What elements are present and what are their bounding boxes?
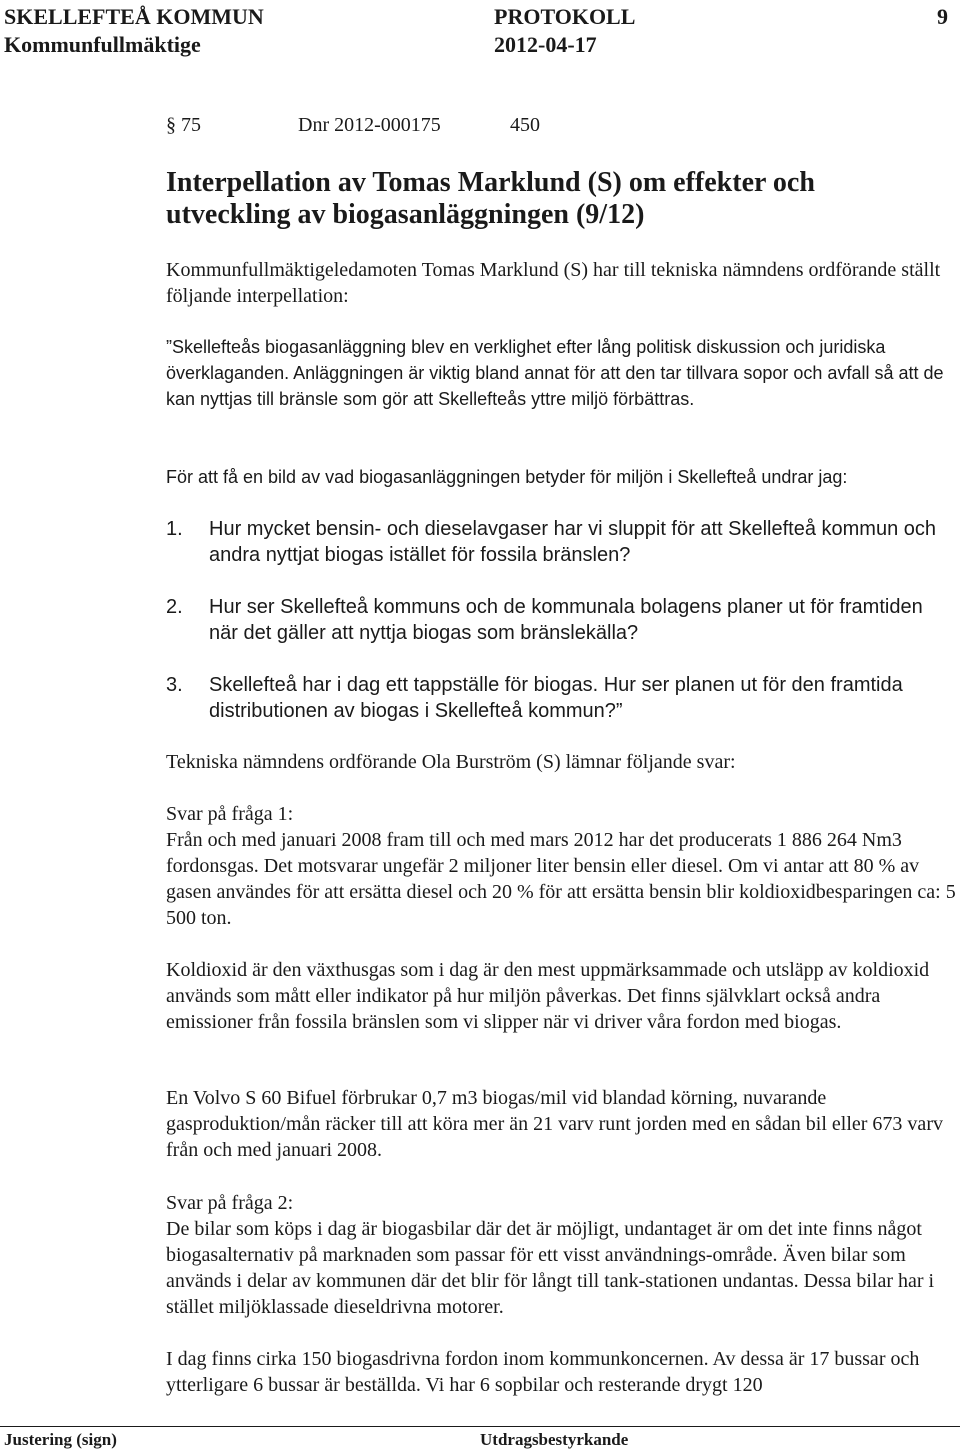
page-number: 9 xyxy=(937,4,948,29)
answer-1-heading: Svar på fråga 1: xyxy=(166,803,294,825)
interpellation-paragraph-1: ”Skellefteås biogasanläggning blev en verklighet efter lång politisk diskussion och juridiska överklaganden. Anläggningen är viktig bland annat för att den tar tillvara sopor och avfall så att de kan nyttjas till bränsle som gör att Skellefteås yttre miljö förbättras. xyxy=(166,337,944,409)
answer-2-paragraph-1: De bilar som köps i dag är biogasbilar där det är möjligt, undantaget är om det inte finns något biogasalternativ på marknaden som passar för ett visst användnings-område. Även bilar som används i delar av kommunen där det blir för långt till tank-stationen undantas. Dessa bilar har i stället miljöklassade dieseldrivna motorer. xyxy=(166,1218,935,1318)
answer-intro: Tekniska nämndens ordförande Ola Burström (S) lämnar följande svar: xyxy=(166,751,736,773)
answer-2-heading: Svar på fråga 2: xyxy=(166,1192,294,1214)
footer-justering: Justering (sign) xyxy=(4,1430,117,1449)
answer-2-paragraph-2: I dag finns cirka 150 biogasdrivna fordon inom kommunkoncernen. Av dessa är 17 bussar och ytterligare 6 bussar är beställda. Vi har 6 sopbilar och resterande drygt 120 xyxy=(166,1348,920,1396)
answer-1-paragraph-3: En Volvo S 60 Bifuel förbrukar 0,7 m3 biogas/mil vid blandad körning, nuvarande gasproduktion/mån räcker till att köra mer än 21 varv runt jorden med en sådan bil eller 673 varv från och med januari 2008. xyxy=(166,1087,943,1161)
section-dnr: Dnr 2012-000175 xyxy=(298,114,441,136)
answer-1-paragraph-1: Från och med januari 2008 fram till och med mars 2012 har det producerats 1 886 264 Nm3 fordonsgas. Det motsvarar ungefär 2 miljoner liter bensin eller diesel. Om vi antar att 80 % av gasen användes för att ersätta diesel och 20 % för att ersätta bensin blir koldioxidbesparingen ca: 5 500 ton. xyxy=(166,829,956,929)
question-number: 1. xyxy=(166,518,183,540)
section-title: Interpellation av Tomas Marklund (S) om effekter och utveckling av biogasanläggningen (9/12) xyxy=(166,167,815,230)
answer-1-paragraph-2: Koldioxid är den växthusgas som i dag är den mest uppmärksammade och utsläpp av koldioxid används som mått eller indikator på hur miljön påverkas. Det finns självklart också andra emissioner från fossila bränslen som vi slipper när vi driver våra fordon med biogas. xyxy=(166,959,930,1033)
footer-utdragsbestyrkande: Utdragsbestyrkande xyxy=(480,1430,629,1449)
section-reference xyxy=(166,113,540,137)
meeting-date: 2012-04-17 xyxy=(494,32,597,57)
organization-name: SKELLEFTEÅ KOMMUN xyxy=(4,4,264,29)
section-paragraph: § 75 xyxy=(166,114,201,136)
section-code: 450 xyxy=(510,114,540,136)
question-text: Hur ser Skellefteå kommuns och de kommunala bolagens planer ut för framtiden när det gäller att nyttja biogas som bränslekälla? xyxy=(209,596,923,644)
interpellation-paragraph-2: För att få en bild av vad biogasanläggningen betyder för miljön i Skellefteå undrar jag: xyxy=(166,467,848,487)
question-text: Hur mycket bensin- och dieselavgaser har vi sluppit för att Skellefteå kommun och andra nyttjat biogas istället för fossila bränslen? xyxy=(209,518,937,566)
footer-divider xyxy=(0,1426,960,1427)
interpellation-intro: Kommunfullmäktigeledamoten Tomas Marklund (S) har till tekniska nämndens ordförande ställt följande interpellation: xyxy=(166,259,941,307)
question-number: 2. xyxy=(166,596,183,618)
council-name: Kommunfullmäktige xyxy=(4,32,201,57)
question-number: 3. xyxy=(166,674,183,696)
document-type: PROTOKOLL xyxy=(494,4,636,29)
question-text: Skellefteå har i dag ett tappställe för biogas. Hur ser planen ut för den framtida distributionen av biogas i Skellefteå kommun?” xyxy=(209,674,903,722)
